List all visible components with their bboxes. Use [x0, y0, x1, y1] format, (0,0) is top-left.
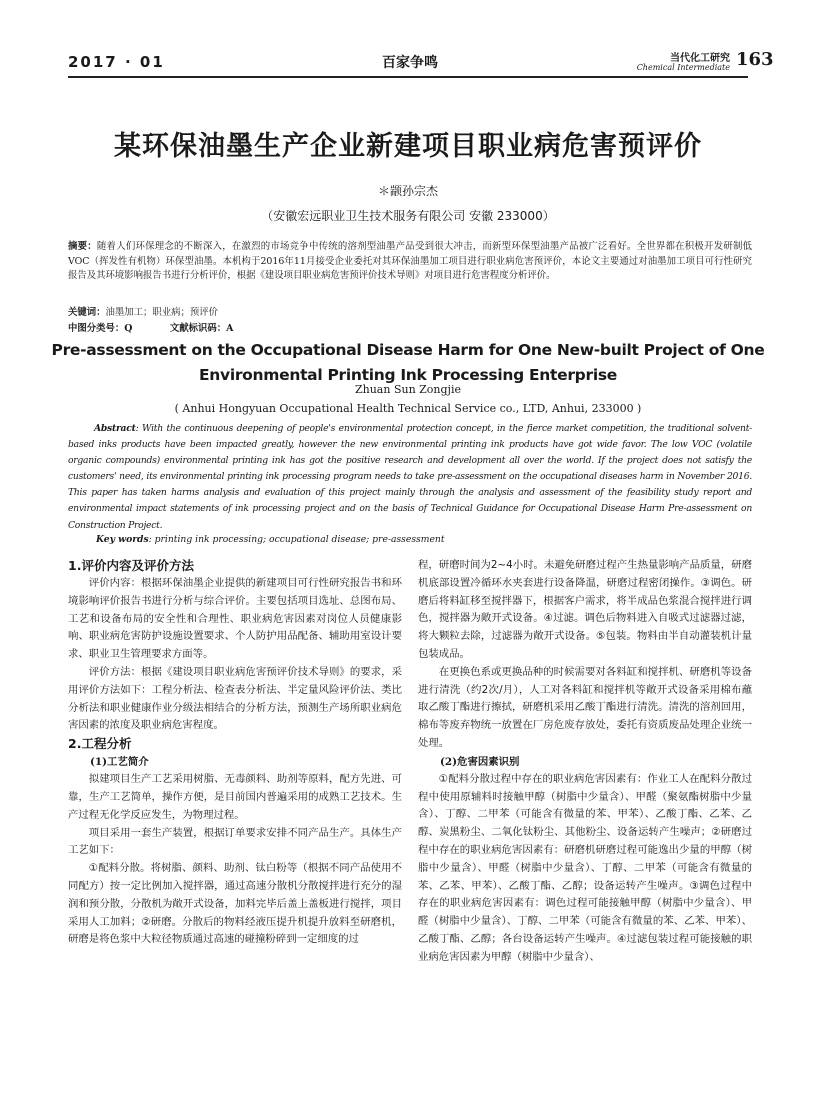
abstract-cn-label: 摘要： — [68, 241, 97, 252]
keywords-cn — [68, 304, 752, 318]
body-left-column — [68, 557, 402, 949]
affiliation-cn: （安徽宏远职业卫生技术服务有限公司 安徽 233000） — [261, 209, 555, 223]
page-number: 163 — [736, 49, 774, 70]
journal-name-en: Chemical Intermediate — [636, 63, 730, 72]
affiliation-en: ( Anhui Hongyuan Occupational Health Technical Service co., LTD, Anhui, 233000 ) — [174, 402, 642, 415]
article-title-en-line2: Environmental Printing Ink Processing Enterprise — [199, 366, 617, 384]
keywords-en-text: : printing ink processing; occupational disease; pre-assessment — [148, 534, 445, 545]
author-en: Zhuan Sun Zongjie — [355, 383, 461, 396]
paragraph: 评价方法：根据《建设项目职业病危害预评价技术导则》的要求，采用评价方法如下：工程分析法、检查表分析法、半定量风险评价法、类比分析法和职业健康作业分级法相结合的分析方法，预测生产场所职业病危害因素的浓度及职业病危害程度。 — [68, 665, 402, 732]
body-right-column — [418, 557, 752, 967]
section-heading-2: 2.工程分析 — [68, 736, 132, 752]
keywords-cn-text: 油墨加工；职业病；预评价 — [105, 307, 219, 318]
section-heading-1: 1.评价内容及评价方法 — [68, 558, 194, 573]
section-name: 百家争鸣 — [382, 55, 438, 71]
subsection-heading: (1)工艺简介 — [90, 756, 149, 769]
abstract-en-label: Abstract — [94, 423, 136, 434]
article-title-en-line1: Pre-assessment on the Occupational Disease Harm for One New-built Project of One — [51, 341, 765, 359]
paragraph: ①配料分散。将树脂、颜料、助剂、钛白粉等（根据不同产品使用不同配方）按一定比例加入搅拌器，通过高速分散机分散搅拌进行充分的湿润和预分散，分散机为敞开式设备，加料完毕后盖上盖板进行搅拌，项目采用人工加料；②研磨。分散后的物料经液压提升机提升放料至研磨机，研磨是将色浆中大粒径物质通过高速的碰撞粉碎到一定细度的过 — [68, 862, 402, 946]
keywords-en — [96, 534, 752, 545]
abstract-cn — [68, 240, 752, 284]
classification-cn: 中图分类号：Q 文献标识码：A — [68, 323, 234, 334]
subsection-heading: (2)危害因素识别 — [440, 755, 520, 768]
article-title-cn: 某环保油墨生产企业新建项目职业病危害预评价 — [114, 131, 702, 162]
keywords-en-label: Key words — [96, 534, 149, 545]
paragraph: 程，研磨时间为2~4小时。未避免研磨过程产生热量影响产品质量，研磨机底部设置冷循环水夹套进行设备降温，研磨过程密闭操作。③调色。研磨后将料缸移至搅拌器下，根据客户需求，将半成品色浆混合搅拌进行调色，搅拌器为敞开式设备。④过滤。调色后物料进入自吸式过滤器过滤，将大颗粒去除，过滤器为敞开式设备。⑤包装。物料由半自动灌装机计量包装成品。 — [418, 559, 752, 660]
paragraph: 评价内容：根据环保油墨企业提供的新建项目可行性研究报告书和环境影响评价报告书进行分析与综合评价。主要包括项目选址、总图布局、工艺和设备布局的安全性和合理性、职业病危害因素对岗位人员健康影响、职业病危害防护设施设置要求、个人防护用品配备、辅助用室设计要求、职业卫生管理要求方面等。 — [68, 577, 402, 661]
journal-name-cn: 当代化工研究 — [670, 53, 730, 64]
author-cn: ＊颛孙宗杰 — [377, 184, 438, 198]
paragraph: ①配料分散过程中存在的职业病危害因素有：作业工人在配料分散过程中使用原辅料时接触甲醇（树脂中少量含）、甲醛（聚氨酯树脂中少量含）、丁醇、二甲苯（可能含有微量的苯、甲苯）、乙酸丁酯、乙苯、乙醇、炭黑粉尘、二氧化钛粉尘、其他粉尘、设备运转产生噪声；②研磨过程中存在的职业病危害因素有：研磨机研磨过程可能逸出少量的甲醇（树脂中少量含）、甲醛（树脂中少量含）、丁醇、二甲苯（可能含有微量的苯、乙苯、甲苯）、乙酸丁酯、乙醇；设备运转产生噪声。③调色过程中存在的职业病危害因素有：调色过程可能接触甲醇（树脂中少量含）、甲醛（树脂中少量含）、丁醇、二甲苯（可能含有微量的苯、乙苯、甲苯）、乙酸丁酯、乙醇；各台设备运转产生噪声。④过滤包装过程可能接触的职业病危害因素为甲醇（树脂中少量含）、 — [418, 772, 752, 963]
issue-number: 2017 · 01 — [68, 53, 165, 71]
article-title-en — [40, 338, 776, 388]
abstract-en — [68, 421, 752, 534]
abstract-cn-text: 随着人们环保理念的不断深入，在激烈的市场竞争中传统的溶剂型油墨产品受到很大冲击，而新型环保型油墨产品被广泛看好。全世界都在积极开发研制低VOC（挥发性有机物）环保型油墨。本机构于2016年11月接受企业委托对其环保油墨加工项目进行职业病危害预评价，本论文主要通过对油墨加工项目可行性研究报告及其环境影响报告书进行分析评价，根据《建设项目职业病危害预评价技术导则》对项目进行危害程度分析评价。 — [68, 241, 752, 282]
header-divider — [68, 76, 748, 78]
abstract-en-text: : With the continuous deepening of people's environmental protection concept, in the fierce market competition, the traditional solvent-based inks products have been impacted greatly, however the new environmental printing ink products have got wide favor. The low VOC (volatile organic compounds) environmental printing ink has got the positive research and development all over the world. If the project does not satisfy the customers' need, its environmental printing ink processing program needs to take pre-assessment on the occupational diseases harm in November 2016. This paper has taken harms analysis and evaluation of this project mainly through the analysis and assessment of the feasibility study report and environmental impact statements of ink processing project and on the basis of Technical Guidance for Occupational Disease Harm Pre-assessment on Construction Project. — [68, 423, 752, 531]
paragraph: 在更换色系或更换品种的时候需要对各料缸和搅拌机、研磨机等设备进行清洗（约2次/月），人工对各料缸和搅拌机等敞开式设备采用棉布蘸取乙酸丁酯进行擦拭，研磨机采用乙酸丁酯进行清洗。清洗的溶剂回用，棉布等废弃物统一放置在厂房危废存放处，委托有资质废品处理企业统一处理。 — [418, 665, 752, 749]
keywords-cn-label: 关键词： — [68, 307, 106, 318]
paragraph: 项目采用一套生产装置，根据订单要求安排不同产品生产。具体生产工艺如下： — [68, 826, 402, 857]
paragraph: 拟建项目生产工艺采用树脂、无毒颜料、助剂等原料，配方先进、可靠，生产工艺简单，操作方便，是目前国内普遍采用的成熟工艺技术。生产过程无化学反应发生，为物理过程。 — [68, 773, 402, 821]
